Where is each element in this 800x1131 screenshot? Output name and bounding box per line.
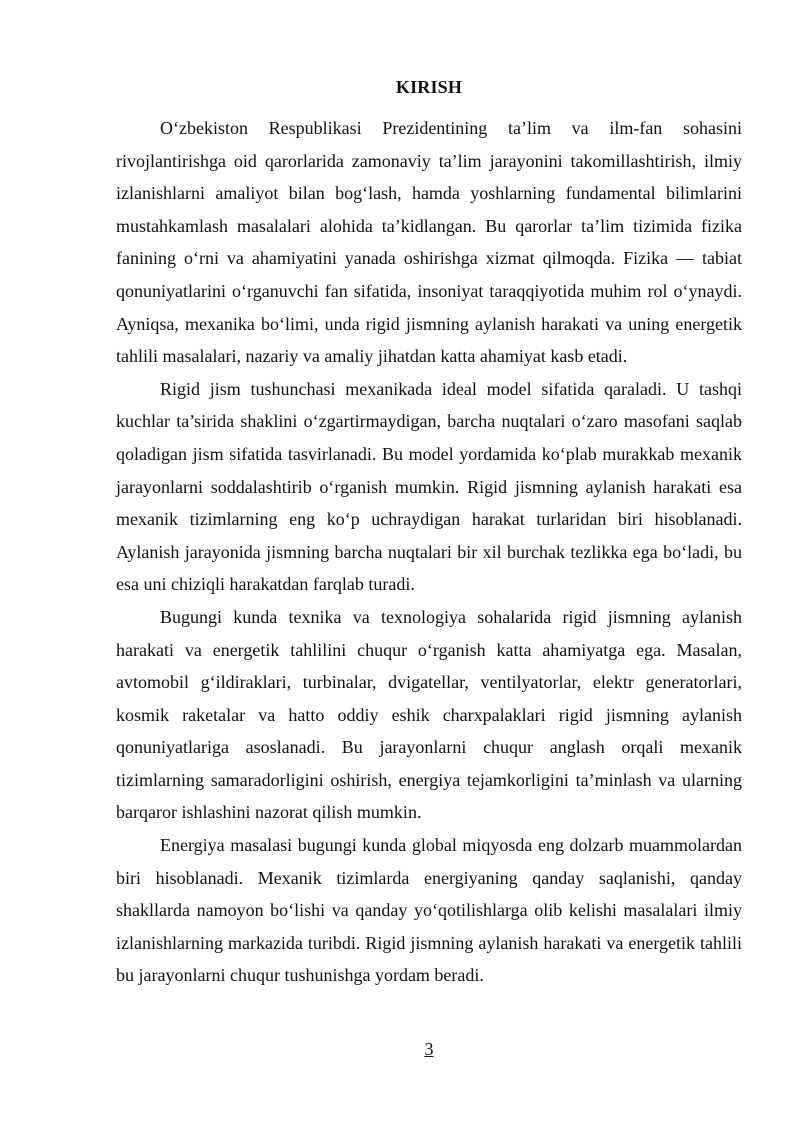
section-heading: KIRISH [395,77,463,97]
paragraph: Bugungi kunda texnika va texnologiya sohalarida rigid jismning aylanish harakati va energetik tahlilini chuqur o‘rganish katta ahamiyatga ega. Masalan, avtomobil g‘ildiraklari, turbinalar, dvigatellar, ventilyatorlar, elektr generatorlari, kosmik raketalar va hatto oddiy eshik charxpalaklari rigid jismning aylanish qonuniyatlariga asoslanadi. Bu jarayonlarni chuqur anglash orqali mexanik tizimlarning samaradorligini oshirish, energiya tejamkorligini ta’minlash va ularning barqaror ishlashini nazorat qilish mumkin. [116,606,742,823]
paragraph: Energiya masalasi bugungi kunda global miqyosda eng dolzarb muammolardan biri hisoblanadi. Mexanik tizimlarda energiyaning qanday saqlanishi, qanday shakllarda namoyon bo‘lishi va qanday yo‘qotilishlarga olib kelishi masalalari ilmiy izlanishlarning markazida turibdi. Rigid jismning aylanish harakati va energetik tahlili bu jarayonlarni chuqur tushunishga yordam beradi. [116,835,742,986]
document-page [116,0,742,1131]
page-number: 3 [424,1039,434,1059]
body-text [116,112,742,992]
paragraph: Rigid jism tushunchasi mexanikada ideal model sifatida qaraladi. U tashqi kuchlar ta’sirida shaklini o‘zgartirmaydigan, barcha nuqtalari o‘zaro masofani saqlab qoladigan jism sifatida tasvirlanadi. Bu model yordamida ko‘plab murakkab mexanik jarayonlarni soddalashtirib o‘rganish mumkin. Rigid jismning aylanish harakati esa mexanik tizimlarning eng ko‘p uchraydigan harakat turlaridan biri hisoblanadi. Aylanish jarayonida jismning barcha nuqtalari bir xil burchak tezlikka ega bo‘ladi, bu esa uni chiziqli harakatdan farqlab turadi. [116,378,742,595]
paragraph: O‘zbekiston Respublikasi Prezidentining ta’lim va ilm-fan sohasini rivojlantirishga oid qarorlarida zamonaviy ta’lim jarayonini takomillashtirish, ilmiy izlanishlarni amaliyot bilan bog‘lash, hamda yoshlarning fundamental bilimlarini mustahkamlash masalalari alohida ta’kidlangan. Bu qarorlar ta’lim tizimida fizika fanining o‘rni va ahamiyatini yanada oshirishga xizmat qilmoqda. Fizika — tabiat qonuniyatlarini o‘rganuvchi fan sifatida, insoniyat taraqqiyotida muhim rol o‘ynaydi. Ayniqsa, mexanika bo‘limi, unda rigid jismning aylanish harakati va uning energetik tahlili masalalari, nazariy va amaliy jihatdan katta ahamiyat kasb etadi. [116,118,742,367]
